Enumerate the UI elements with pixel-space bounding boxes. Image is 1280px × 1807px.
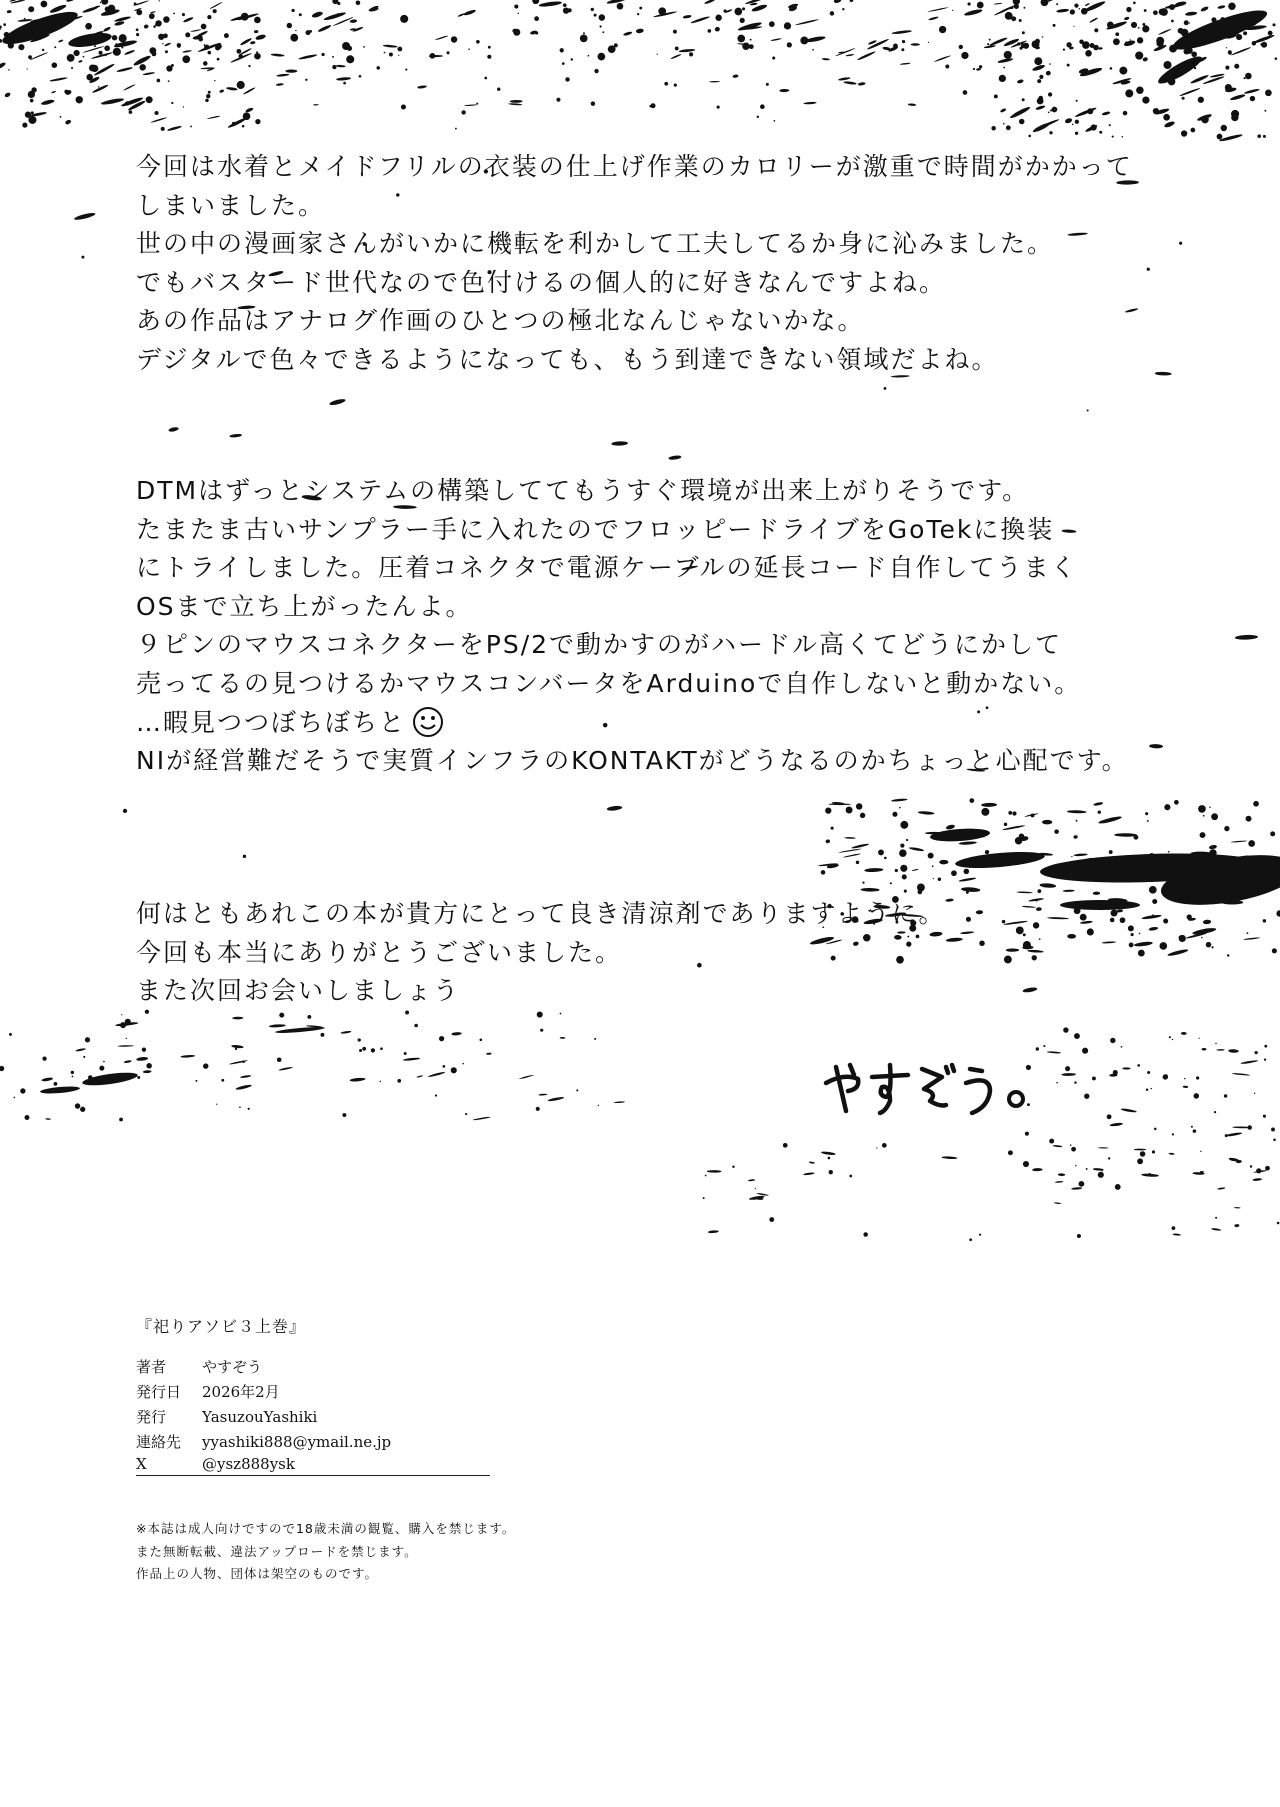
row-label: 発行 xyxy=(136,1408,167,1426)
row-label: 発行日 xyxy=(136,1383,182,1401)
text-line: にトライしました。圧着コネクタで電源ケーブルの延長コード自作してうまく xyxy=(136,553,1078,583)
text-line: 今回も本当にありがとうございました。 xyxy=(136,937,623,967)
text-line: たまたま古いサンプラー手に入れたのでフロッピードライブをGoTekに換装 xyxy=(136,514,1055,544)
colophon-row-x xyxy=(136,1455,490,1473)
row-label: 連絡先 xyxy=(136,1433,182,1451)
note-line: ※本誌は成人向けですので18歳未満の観覧、購入を禁じます。 xyxy=(136,1521,516,1536)
divider xyxy=(136,1475,490,1476)
paragraph-dtm xyxy=(136,472,1129,781)
colophon-row-publisher xyxy=(136,1405,490,1430)
row-value: yyashiki888@ymail.ne.jp xyxy=(202,1433,392,1451)
row-value: やすぞう xyxy=(202,1358,263,1376)
row-value: @ysz888ysk xyxy=(202,1455,295,1473)
book-title: 『祀りアソビ３上巻』 xyxy=(136,1317,307,1336)
smiley-face-icon xyxy=(412,706,444,738)
colophon-row-date xyxy=(136,1380,490,1405)
text-line: 売ってるの見つけるかマウスコンバータをArduinoで自作しないと動かない。 xyxy=(136,668,1082,698)
row-label: 著者 xyxy=(136,1358,167,1376)
colophon xyxy=(136,1314,490,1476)
note-line: 作品上の人物、団体は架空のものです。 xyxy=(136,1566,379,1581)
text-line: でもバスタード世代なので色付けるの個人的に好きなんですよね。 xyxy=(136,267,947,297)
text-line: NIが経営難だそうで実質インフラのKONTAKTがどうなるのかちょっと心配です。 xyxy=(136,746,1129,776)
author-signature xyxy=(820,1055,1040,1125)
text-line: 世の中の漫画家さんがいかに機転を利かして工夫してるか身に沁みました。 xyxy=(136,229,1055,259)
text-line: DTMはずっとシステムの構築しててもうすぐ環境が出来上がりそうです。 xyxy=(136,476,1030,505)
note-line: また無断転載、違法アップロードを禁じます。 xyxy=(136,1543,418,1559)
paragraph-closing xyxy=(136,895,946,1011)
paragraph-costume-work xyxy=(136,148,1133,380)
colophon-row-author xyxy=(136,1355,490,1380)
text-line: ９ピンのマウスコネクターをPS/2で動かすのがハードル高くてどうにかして xyxy=(136,630,1063,660)
text-line: しまいました。 xyxy=(136,190,326,220)
text-line: 何はともあれこの本が貴方にとって良き清涼剤でありますように。 xyxy=(136,899,946,928)
text-line: また次回お会いしましょう xyxy=(136,976,461,1006)
text-line: あの作品はアナログ作画のひとつの極北なんじゃないかな。 xyxy=(136,306,865,336)
legal-notes xyxy=(136,1518,515,1586)
text-line: 今回は水着とメイドフリルの衣装の仕上げ作業のカロリーが激重で時間がかかって xyxy=(136,152,1133,181)
text-line: …暇見つつぼちぼちと xyxy=(136,707,407,737)
text-line: OSまで立ち上がったんよ。 xyxy=(136,591,473,621)
text-line: デジタルで色々できるようになっても、もう到達できない領域だよね。 xyxy=(136,344,999,374)
row-value: YasuzouYashiki xyxy=(202,1408,318,1426)
colophon-row-contact xyxy=(136,1430,490,1455)
row-label: X xyxy=(136,1455,147,1473)
row-value: 2026年2月 xyxy=(202,1383,280,1401)
text-line-with-smiley xyxy=(136,704,1129,743)
